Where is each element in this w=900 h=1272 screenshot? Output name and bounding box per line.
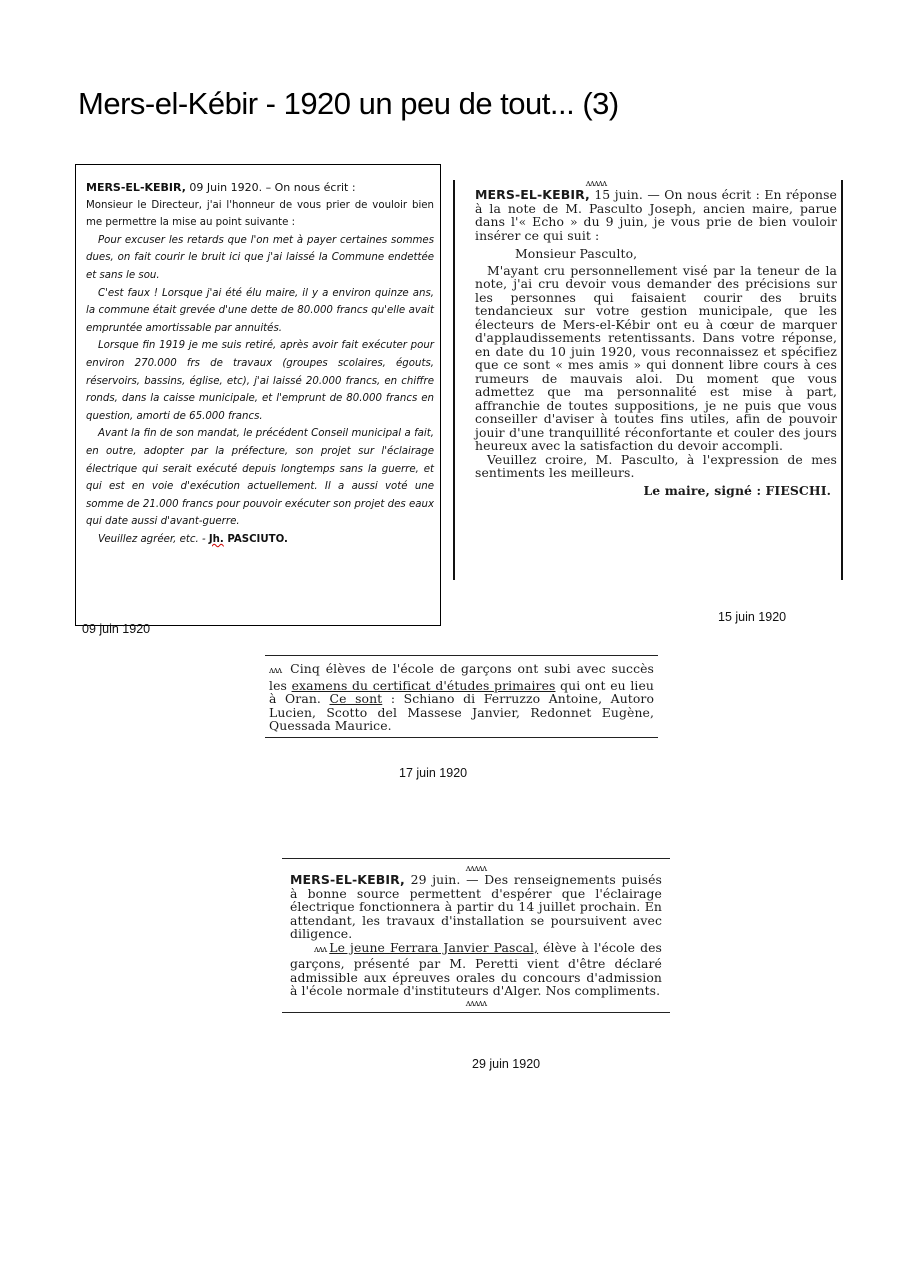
letter-closing — [86, 531, 434, 549]
clip2-text-underlined: examens du certificat d'études primaires — [291, 677, 556, 693]
clip1-opening-text: 15 juin. — On nous écrit : En réponse à la note de M. Pasculto Joseph, ancien maire, parue dans l'« Echo » du 9 juin, je vous prie de bien vouloir insérer ce qui suit : — [475, 187, 837, 243]
caption-clip3-date: 29 juin 1920 — [472, 1057, 541, 1071]
caption-clip2-date: 17 juin 1920 — [399, 766, 468, 780]
letter-signature-name: PASCIUTO. — [223, 533, 288, 545]
newspaper-clipping-17-juin — [265, 655, 658, 738]
ornament-icon: ᴧᴧᴧᴧᴧ — [465, 998, 487, 1009]
separator-icon: ᴧᴧᴧ — [269, 666, 282, 676]
letter-place: MERS-EL-KEBIR, — [86, 181, 186, 194]
separator-icon: ᴧᴧᴧ — [314, 944, 327, 955]
clip1-signature: Le maire, signé : FIESCHI. — [643, 482, 831, 498]
caption-clip1-date: 15 juin 1920 — [718, 610, 787, 624]
newspaper-clipping-29-juin — [282, 858, 670, 1013]
letter-closing-text: Veuillez agréer, etc. - — [98, 533, 209, 545]
clip2-text-c: : Schiano di Ferruzzo Antoine, Autoro Lucien, Scotto del Massese Janvier, Redonnet Eugène, Quessada Maurice. — [269, 691, 655, 733]
letter-paragraph: Lorsque fin 1919 je me suis retiré, après avoir fait exécuter pour environ 270.000 frs de travaux (groupes scolaires, égouts, réservoirs, bassins, église, etc), j'ai laissé 20.000 francs, en chiffre ronds, dans la caisse municipale, et l'emprunt de 80.000 francs en question, amorti de 65.000 francs. — [86, 340, 434, 422]
letter-paragraph: C'est faux ! Lorsque j'ai été élu maire, il y a environ quinze ans, la commune était grevée d'une dette de 80.000 francs qu'elle avait empruntée amortissable par annuités. — [86, 287, 434, 334]
page-title: Mers-el-Kébir - 1920 un peu de tout... (3) — [78, 86, 619, 121]
letter-heading — [86, 179, 434, 197]
clip3-para2-text: élève à l'école des garçons, présenté par M. Peretti vient d'être déclaré admissible aux épreuves orales du concours d'admission à l'école normale d'instituteurs d'Alger. Nos compliments. — [290, 939, 662, 998]
letter-signature-initial: Jh. — [208, 533, 224, 545]
letter-date: 09 Juin 1920. – On nous écrit : — [185, 181, 356, 194]
clip1-dateline: MERS-EL-KEBIR, — [475, 187, 590, 202]
clip2-text-a: Cinq élèves de l'école de garçons ont subi avec succès les — [269, 661, 654, 693]
clip3-para2-underlined: Le jeune Ferrara Janvier Pascal, — [329, 939, 539, 955]
caption-letter-date: 09 juin 1920 — [82, 622, 151, 636]
clip3-para1-text: 29 juin. — Des renseignements puisés à bonne source permettent d'espérer que l'éclairage électrique fonctionnera à partir du 14 juillet prochain. En attendant, les travaux d'installation se poursuivent avec diligence. — [290, 872, 662, 941]
clip1-closing: Veuillez croire, M. Pasculto, à l'expression de mes sentiments les meilleurs. — [475, 451, 837, 480]
clip3-para1 — [290, 873, 662, 941]
letter-intro: Monsieur le Directeur, j'ai l'honneur de vous prier de vouloir bien me permettre la mise au point suivante : — [86, 199, 434, 229]
clip1-opening — [475, 188, 837, 242]
ornament-icon: ᴧᴧᴧᴧᴧ — [465, 864, 487, 874]
clip2-text-b: qui ont eu lieu à Oran. — [269, 677, 654, 706]
clip2-text — [269, 662, 654, 733]
clip3-dateline: MERS-EL-KEBIR, — [290, 872, 405, 887]
letter-paragraph: Pour excuser les retards que l'on met à payer certaines sommes dues, on fait courir le bruit ici que j'ai laissé la Commune endettée et sans le sou. — [86, 234, 434, 281]
newspaper-clipping-15-juin — [453, 180, 843, 580]
clip2-text-underlined-2: Ce sont — [329, 691, 383, 706]
clip1-salutation: Monsieur Pasculto, — [515, 246, 638, 261]
ornament-icon: ᴧᴧᴧᴧᴧ — [585, 179, 607, 189]
letter-paragraph: Avant la fin de son mandat, le précédent Conseil municipal a fait, en outre, adopter par la préfecture, son projet sur l'éclairage électrique qui serait exécuté depuis longtemps sans la guerre, et qui est en voie d'exécution actuellement. Il a aussi voté une somme de 21.000 francs pour pouvoir exécuter son projet des eaux qui date aussi d'avant-guerre. — [86, 428, 434, 528]
clip3-para2 — [290, 941, 662, 998]
letter-transcription — [75, 164, 441, 626]
clip1-body: M'ayant cru personnellement visé par la teneur de la note, j'ai cru devoir vous demander des précisions sur les personnes qui faisaient courir des bruits tendancieux sur votre gestion municipale, que les électeurs de Mers-el-Kébir ont eu à cœur de marquer d'applaudissements retentissants. Dans votre réponse, en date du 10 juin 1920, vous reconnaissez et spécifiez que ce sont « mes amis » qui donnent libre cours à ces rumeurs de mauvais aloi. Du moment que vous admettez que ma personnalité est mise à part, affranchie de toutes suppositions, je ne puis que vous conseiller d'aviser à toutes fins utiles, afin de pouvoir jouir d'une tranquillité réconfortante et couler des jours heureux avec la satisfaction du devoir accompli. — [475, 262, 837, 453]
